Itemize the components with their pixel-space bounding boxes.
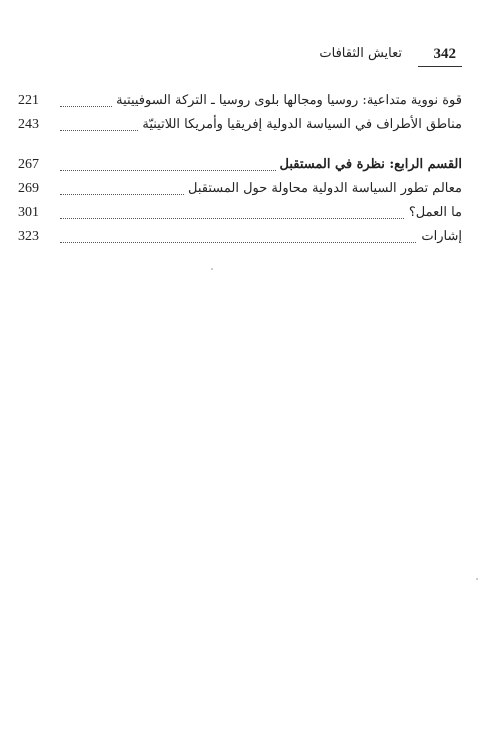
- toc-entry-title: قوة نووية متداعية: روسيا ومجالها بلوى روسيا ـ التركة السوفييتية: [112, 93, 462, 108]
- running-header: [38, 44, 462, 68]
- toc-entry-page: 269: [18, 181, 43, 197]
- toc-entry-page: 243: [18, 117, 43, 133]
- toc-entry-page: 323: [18, 229, 43, 245]
- toc-entry-page: 267: [18, 157, 43, 173]
- toc-entry: [18, 205, 462, 229]
- table-of-contents: [18, 93, 462, 253]
- running-title: تعايش الثقافات: [319, 46, 402, 61]
- toc-entry: [18, 93, 462, 117]
- page-number: 342: [433, 46, 456, 62]
- toc-entry-page: 301: [18, 205, 43, 221]
- toc-entry-title: إشارات: [417, 229, 462, 244]
- header-rule: [418, 66, 462, 67]
- dot-leader: [60, 242, 462, 243]
- toc-entry: [18, 181, 462, 205]
- toc-entry-title: القسم الرابع: نظرة في المستقبل: [276, 157, 462, 172]
- toc-entry-title: معالم تطور السياسة الدولية محاولة حول المستقبل: [184, 181, 462, 196]
- toc-section-heading: [18, 157, 462, 181]
- toc-entry-page: 221: [18, 93, 43, 109]
- toc-entry: [18, 117, 462, 141]
- scan-speck: [476, 578, 478, 580]
- toc-entry-title: ما العمل؟: [405, 205, 462, 220]
- scan-speck: [211, 268, 213, 270]
- dot-leader: [60, 218, 462, 219]
- toc-entry-title: مناطق الأطراف في السياسة الدولية إفريقيا وأمريكا اللاتينيّة: [138, 117, 462, 132]
- toc-entry: [18, 229, 462, 253]
